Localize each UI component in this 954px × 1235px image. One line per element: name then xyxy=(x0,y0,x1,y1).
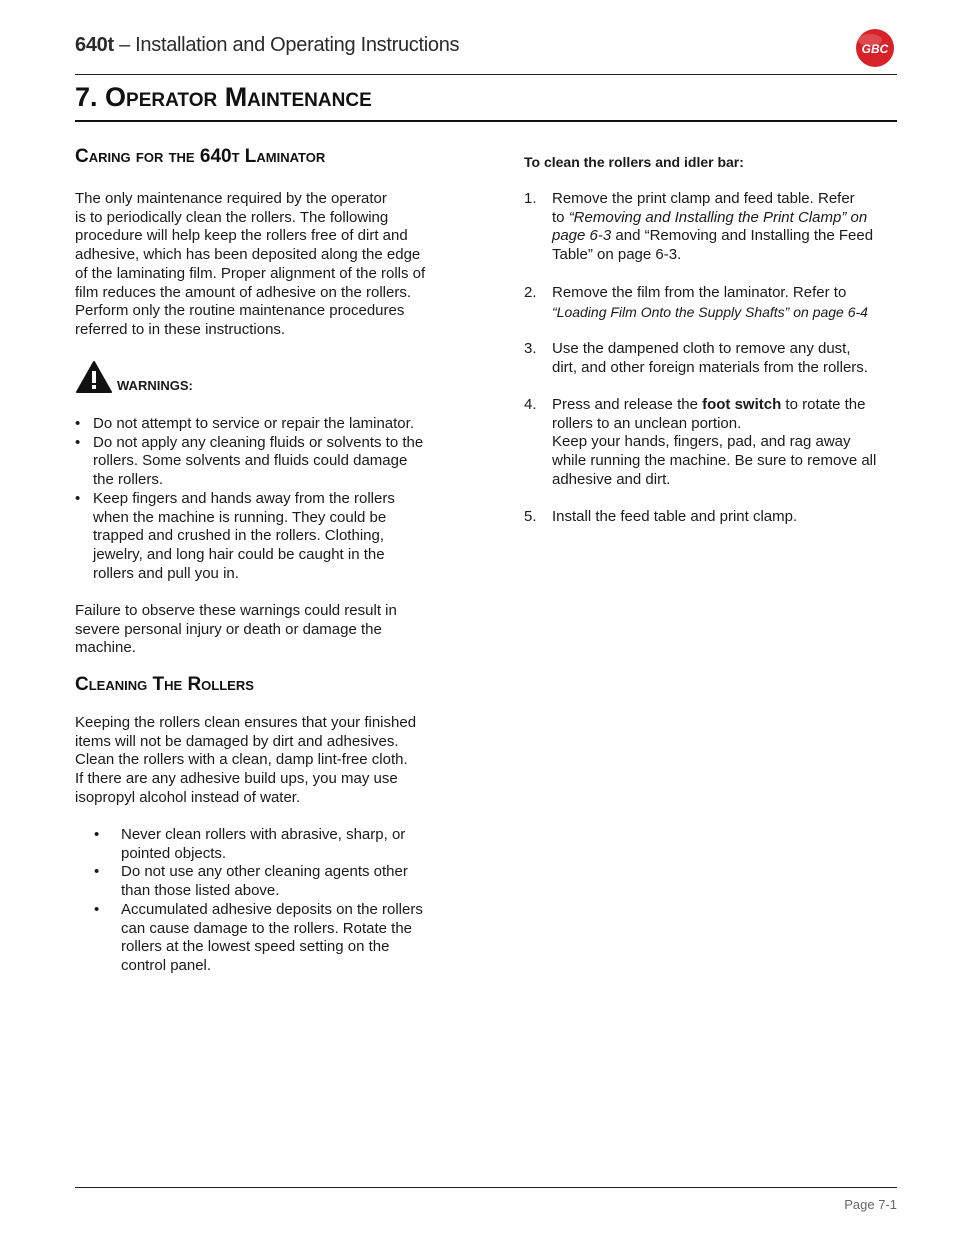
procedure-step-2: 2. Remove the film from the laminator. Refer to “Loading Film Onto the Supply Shafts” on page 6-4 xyxy=(524,284,868,320)
gbc-logo xyxy=(855,28,895,68)
warnings-list xyxy=(75,415,455,583)
foot-switch-term: foot switch xyxy=(702,396,782,413)
list-item: • Never clean rollers with abrasive, sharp, or pointed objects. xyxy=(94,826,406,862)
procedure-heading: To clean the rollers and idler bar: xyxy=(524,154,744,170)
cleaning-bullets xyxy=(94,826,454,976)
warning-icon xyxy=(75,360,113,394)
chapter-rule xyxy=(75,120,897,122)
logo-text: GBC xyxy=(861,42,889,56)
section-heading-caring: Caring for the 640t Laminator xyxy=(75,146,326,167)
list-item: • Accumulated adhesive deposits on the rollers can cause damage to the rollers. Rotate the rollers at the lowest speed setting on the control panel. xyxy=(94,900,423,974)
list-item: • Do not use any other cleaning agents other than those listed above. xyxy=(94,863,408,900)
document-header xyxy=(75,34,459,57)
footer-rule xyxy=(75,1187,897,1188)
failure-warning-text: Failure to observe these warnings could result in severe personal injury or death or damage the machine. xyxy=(75,602,397,657)
list-item: • Keep fingers and hands away from the rollers when the machine is running. They could be trapped and crushed in the rollers. Clothing, jewelry, and long hair could be caught in the rollers and pull you in. xyxy=(75,489,395,582)
chapter-number: 7. xyxy=(75,82,98,112)
list-item: • Do not apply any cleaning fluids or solvents to the rollers. Some solvents and fluids could damage the rollers. xyxy=(75,433,424,489)
cleaning-intro: Keeping the rollers clean ensures that your finished items will not be damaged by dirt and adhesives. Clean the rollers with a clean, damp lint-free cloth. If there are any adhesive build ups, you may use isopropyl alcohol instead of water. xyxy=(75,714,417,806)
chapter-name: Operator Maintenance xyxy=(105,82,372,112)
section-heading-cleaning: Cleaning The Rollers xyxy=(75,674,254,695)
procedure-step-1: 1. Remove the print clamp and feed table. Refer to “Removing and Installing the Print Clamp” on page 6-3 and “Removing and Installing the Feed Table” on page 6-3. xyxy=(524,190,874,264)
procedure-step-4: 4. Press and release the foot switch to rotate the rollers to an unclean portion. Keep your hands, fingers, pad, and rag away while running the machine. Be sure to remove all adhesive and dirt. xyxy=(524,396,877,488)
header-rule xyxy=(75,74,897,75)
product-name: 640t xyxy=(75,34,114,56)
caring-intro: The only maintenance required by the operator is to periodically clean the rollers. The following procedure will help keep the rollers free of dirt and adhesive, which has been deposited along the edge of the laminating film. Proper alignment of the rolls of film reduces the amount of adhesive on the rollers. Perform only the routine maintenance procedures referred to in these instructions. xyxy=(75,190,426,338)
list-item: • Do not attempt to service or repair the laminator. xyxy=(75,415,414,432)
page-number: Page 7-1 xyxy=(844,1197,897,1212)
warnings-label: WARNINGS: xyxy=(117,378,193,393)
header-subtitle: – Installation and Operating Instructions xyxy=(113,34,460,56)
procedure-step-3: 3. Use the dampened cloth to remove any dust, dirt, and other foreign materials from the rollers. xyxy=(524,340,868,376)
chapter-title xyxy=(75,82,372,113)
procedure-step-5: 5. Install the feed table and print clamp. xyxy=(524,508,798,525)
